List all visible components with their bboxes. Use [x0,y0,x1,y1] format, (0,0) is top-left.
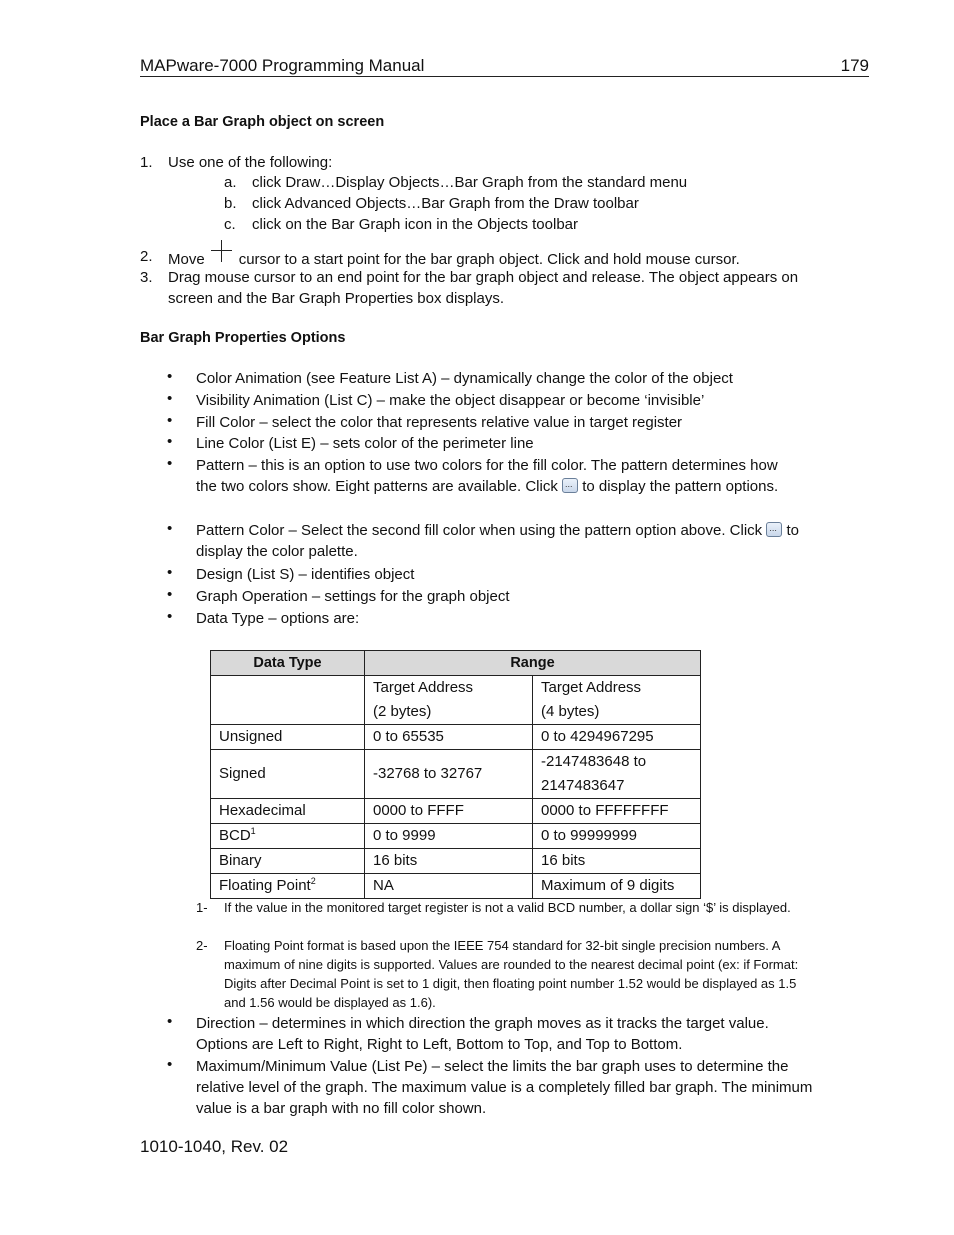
cell-range-4: 0 to 99999999 [533,824,701,849]
browse-button-icon[interactable] [766,522,782,537]
cell-type [211,874,365,899]
substep-letter: a. [224,174,237,191]
bullet-text: Color Animation (see Feature List A) – dynamically change the color of the object [196,370,733,387]
table-header-row [211,651,701,676]
bullet-icon: • [167,390,173,407]
table-subheader-row [211,676,701,725]
bullet-icon: • [167,1056,173,1073]
cell-range-4: 0000 to FFFFFFFF [533,799,701,824]
pattern-color-text: Pattern Color – Select the second fill color when using the pattern option above. Click [196,522,763,539]
bullet-icon: • [167,412,173,429]
table-row [211,824,701,849]
bullet-text: Direction – determines in which direction the graph moves as it tracks the target value. Options are Left to Right, Right to Left, Bottom to Top, and Top to Bottom. [196,1015,769,1053]
substep-text: click Advanced Objects…Bar Graph from the Draw toolbar [252,195,639,212]
bullet-text: Visibility Animation (List C) – make the object disappear or become ‘invisible’ [196,392,705,409]
substep [224,195,824,215]
pattern-text-after: to display the pattern options. [582,478,779,495]
cell-range-2: 0 to 9999 [365,824,533,849]
cell-range-2: 0 to 65535 [365,725,533,750]
table-row [211,750,701,799]
cell-range-4: 0 to 4294967295 [533,725,701,750]
bullet-text: Maximum/Minimum Value (List Pe) – select the limits the bar graph uses to determine the relative level of the graph. The maximum value is a completely filled bar graph. The minimum value is a bar graph with no fill color shown. [196,1058,813,1117]
browse-button-icon[interactable] [562,478,578,493]
pattern-color-text-after: to display the color palette. [196,522,800,560]
footnote-ref: 1 [250,826,256,836]
crosshair-cursor-icon [211,246,233,266]
step-text-after: cursor to a start point for the bar graph object. Click and hold mouse cursor. [238,251,740,268]
bullet-icon: • [167,1013,173,1030]
subheader-2bytes [365,676,533,725]
bullet-icon: • [167,433,173,450]
bullet-icon: • [167,564,173,581]
type-label: Floating Point [219,877,311,894]
data-type-table [210,650,701,899]
bullet-text [196,520,801,562]
page-number: 179 [840,56,869,75]
footnote [0,936,954,1014]
table-row [211,849,701,874]
cell-type: Unsigned [211,725,365,750]
table-row [211,799,701,824]
substep-letter: b. [224,195,237,212]
cell-range-2: NA [365,874,533,899]
header-title: MAPware-7000 Programming Manual [140,56,425,75]
step-number: 3. [140,269,153,286]
cell-range-4-line1: -2147483648 to [541,753,647,770]
bullet-text: Fill Color – select the color that represents relative value in target register [196,414,683,431]
footnote [0,898,954,938]
step-text: Use one of the following: [168,154,333,171]
step-text-before: Move [168,251,205,268]
header-rule [140,76,869,77]
footnote-text: Floating Point format is based upon the IEEE 754 standard for 32-bit single precision numbers. A maximum of nine digits is supported. Values are rounded to the nearest decimal point (ex: if Format: Digits after Decimal Point is set to 1 digit, then floating point number 1.52 would be displayed as 1.5 and 1.56 would be displayed as 1.6). [224,938,799,1010]
cell-type: Hexadecimal [211,799,365,824]
step-text: Drag mouse cursor to an end point for the bar graph object and release. The object appears on screen and the Bar Graph Properties box displays. [168,269,799,307]
substep [224,216,824,236]
bullet-text: Design (List S) – identifies object [196,566,415,583]
cell-range-4: 16 bits [533,849,701,874]
footnote-ref: 2 [310,876,316,886]
empty-cell [211,676,365,725]
step-number: 2. [140,248,153,265]
substep-text: click on the Bar Graph icon in the Objects toolbar [252,216,579,233]
step-number: 1. [140,154,153,171]
footnote-label: 1- [196,900,208,915]
section-heading-place: Place a Bar Graph object on screen [140,114,385,130]
doc-number: 1010-1040, Rev. 02 [140,1137,289,1156]
section-heading-options: Bar Graph Properties Options [140,330,346,346]
header-range: Range [365,651,701,676]
subheader-4bytes-line1: Target Address [541,679,642,696]
bullet-icon: • [167,520,173,537]
pattern-text: Pattern – this is an option to use two colors for the fill color. The pattern determines how the two colors show. Eight patterns are available. Click [196,457,778,495]
table-row [211,874,701,899]
footnote-text: If the value in the monitored target register is not a valid BCD number, a dollar sign ‘$’ is displayed. [224,900,791,915]
substep [224,174,824,194]
bullet-text [196,455,801,497]
subheader-4bytes-line2: (4 bytes) [541,703,600,720]
substep-text: click Draw…Display Objects…Bar Graph from the standard menu [252,174,688,191]
bullet-text: Data Type – options are: [196,610,360,627]
cell-range-4 [533,750,701,799]
bullet-text: Graph Operation – settings for the graph object [196,588,510,605]
bullet-icon: • [167,586,173,603]
type-label: BCD [219,827,251,844]
table-row [211,725,701,750]
substep-letter: c. [224,216,236,233]
cell-range-4: Maximum of 9 digits [533,874,701,899]
cell-range-2: -32768 to 32767 [365,750,533,799]
bullet-text: Line Color (List E) – sets color of the perimeter line [196,435,534,452]
cell-range-4-line2: 2147483647 [541,777,625,794]
cell-range-2: 16 bits [365,849,533,874]
header-data-type: Data Type [211,651,365,676]
bullet-icon: • [167,368,173,385]
subheader-2bytes-line2: (2 bytes) [373,703,432,720]
subheader-2bytes-line1: Target Address [373,679,474,696]
cell-type: Binary [211,849,365,874]
cell-type [211,824,365,849]
bullet-icon: • [167,608,173,625]
bullet-icon: • [167,455,173,472]
cell-type: Signed [211,750,365,799]
subheader-4bytes [533,676,701,725]
footnote-label: 2- [196,938,208,953]
cell-range-2: 0000 to FFFF [365,799,533,824]
